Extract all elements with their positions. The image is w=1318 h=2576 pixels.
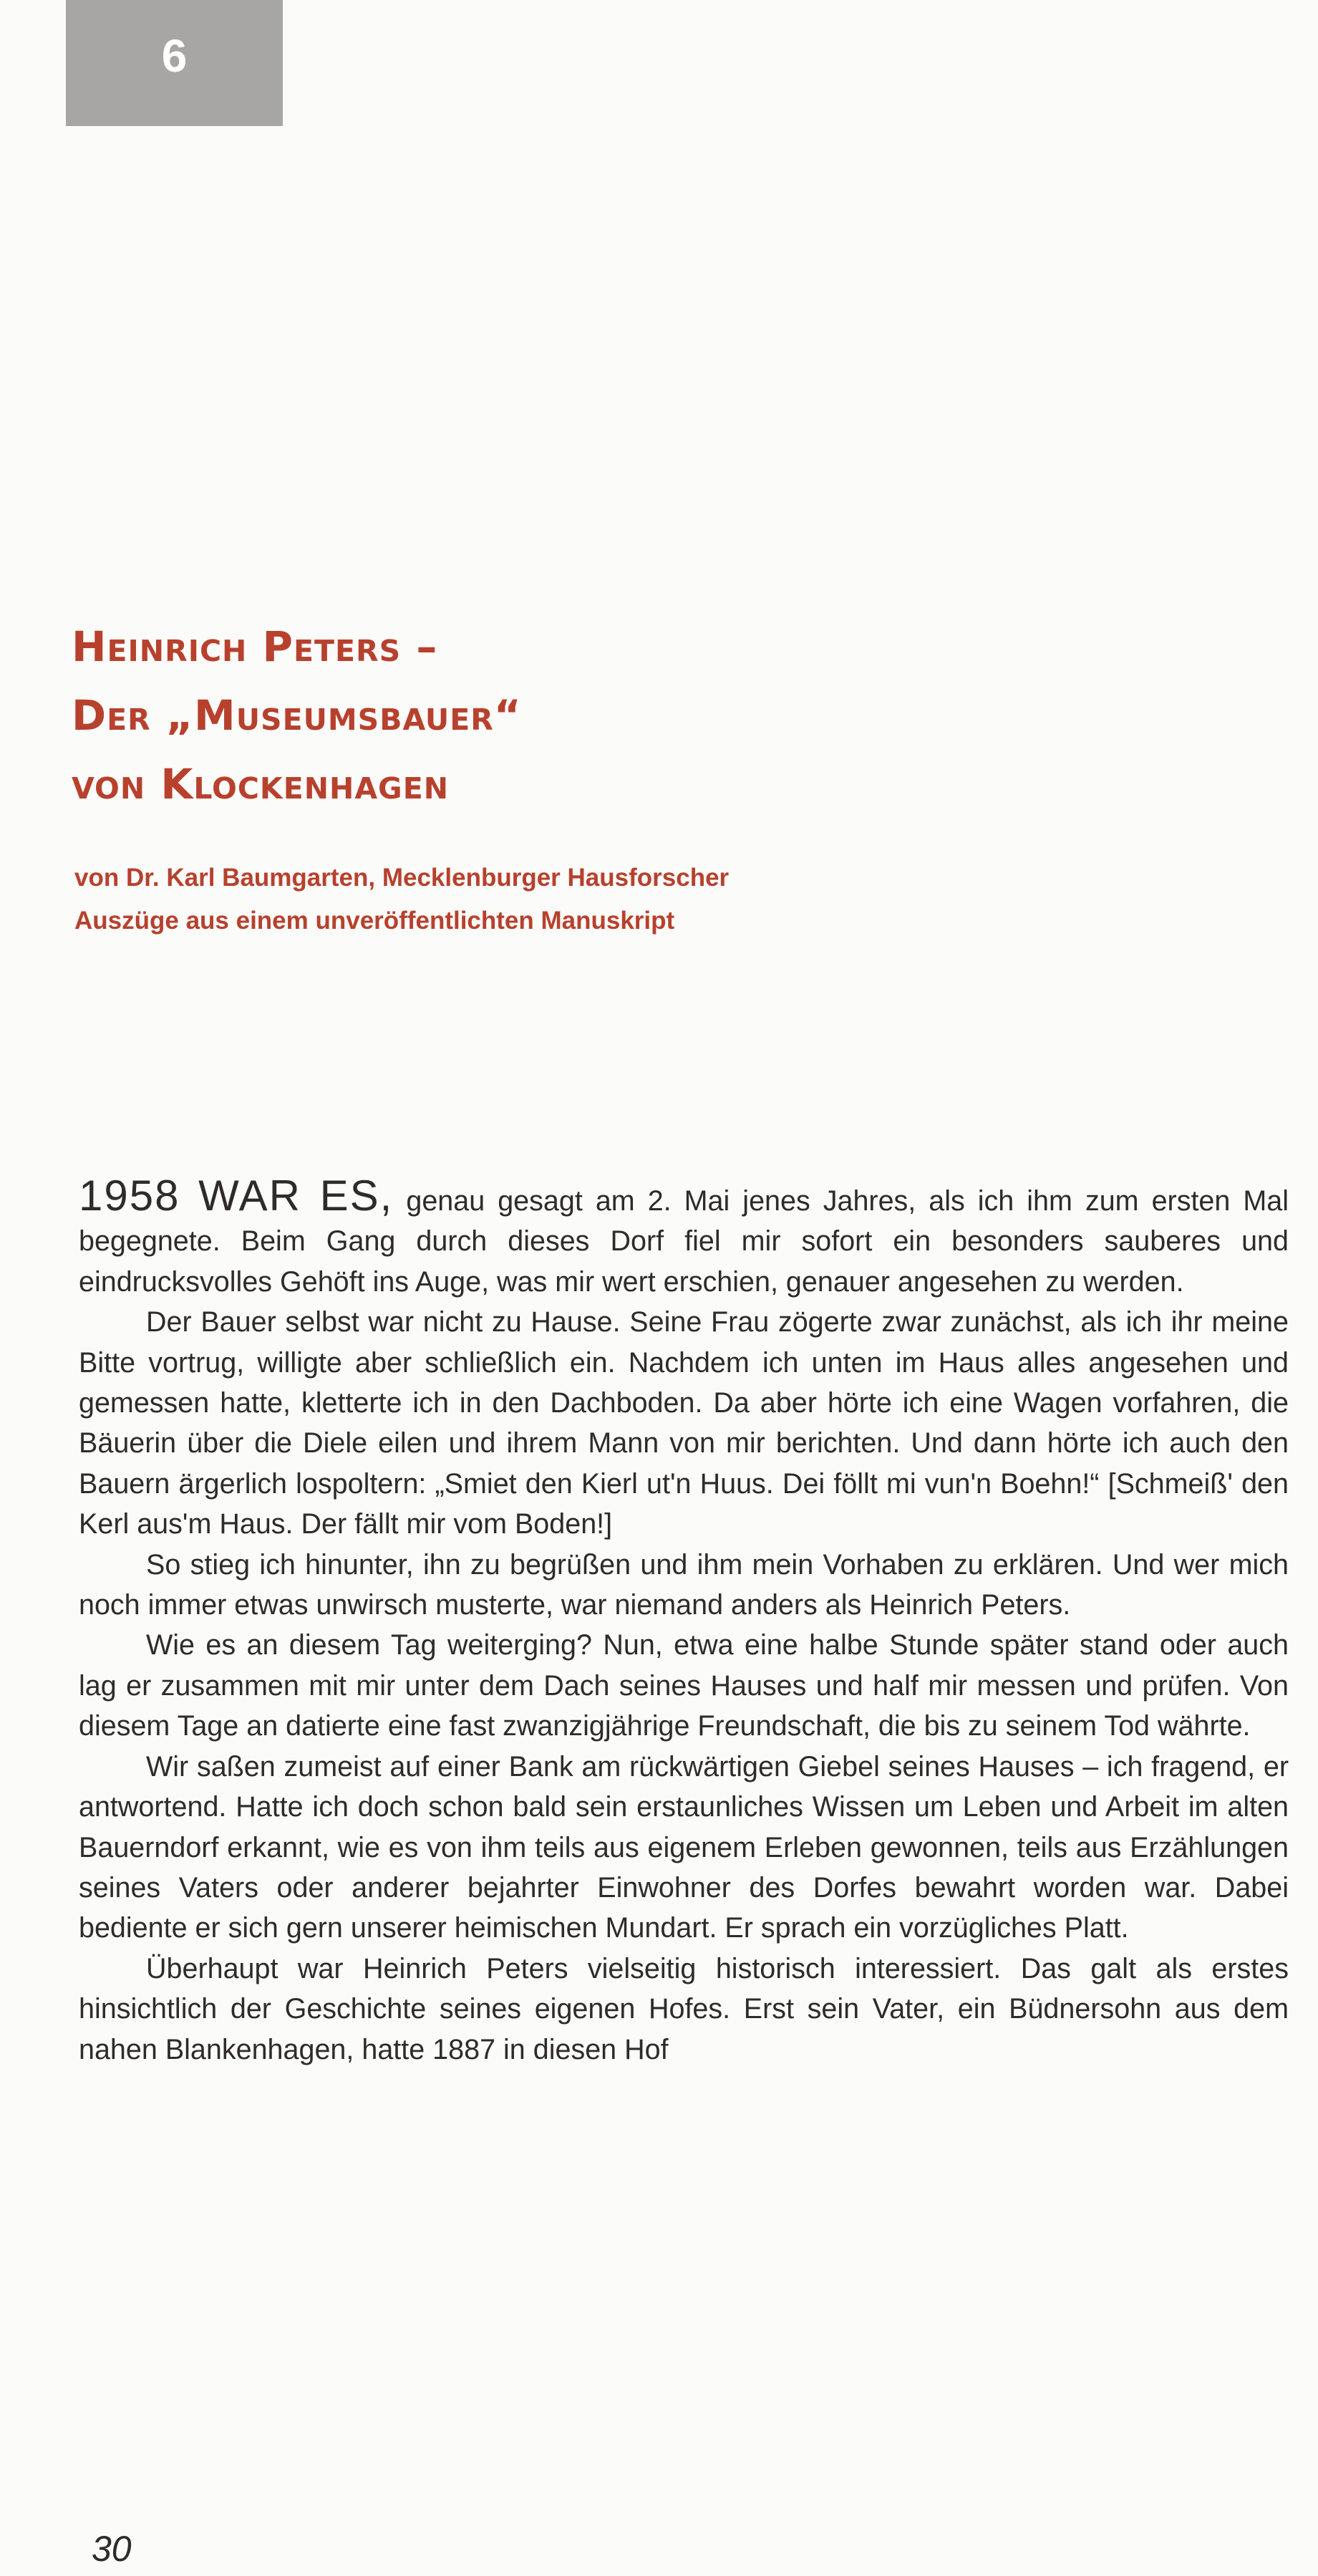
body-paragraph: Wir saßen zumeist auf einer Bank am rückwärtigen Giebel seines Hauses – ich fragend, er antwortend. Hatte ich doch schon bald sein erstaunliches Wissen um Leben und Arbeit im alten Bauerndorf erkannt, wie es von ihm teils aus eigenem Erleben gewonnen, teils aus Erzählungen seines Vaters oder anderer bejahrter Einwohner des Dorfes bewahrt worden war. Dabei bediente er sich gern unserer heimischen Mundart. Er sprach ein vorzügliches Platt. bbox=[79, 1750, 1289, 1944]
body-paragraph bbox=[79, 1172, 1289, 1302]
article-byline bbox=[74, 857, 729, 942]
article-title bbox=[72, 612, 859, 819]
source-line: Auszüge aus einem unveröffentlichten Manuskript bbox=[74, 907, 675, 935]
article-title-line-1: Heinrich Peters – bbox=[72, 622, 438, 671]
body-paragraph: So stieg ich hinunter, ihn zu begrüßen und ihm mein Vorhaben zu erklären. Und wer mich noch immer etwas unwirsch musterte, war niemand anders als Heinrich Peters. bbox=[79, 1548, 1289, 1621]
lead-in-text: 1958 WAR ES, bbox=[79, 1172, 394, 1220]
chapter-number-tab bbox=[66, 0, 283, 126]
author-line: von Dr. Karl Baumgarten, Mecklenburger Hausforscher bbox=[74, 864, 730, 892]
article-body bbox=[79, 1172, 1289, 2070]
body-paragraph: Der Bauer selbst war nicht zu Hause. Seine Frau zögerte zwar zunächst, als ich ihr meine Bitte vortrug, willigte aber schließlich ein. Nachdem ich unten im Haus alles angesehen und gemessen hatte, kletterte ich in den Dachboden. Da aber hörte ich eine Wagen vorfahren, die Bäuerin über die Diele eilen und ihrem Mann von mir berichten. Und dann hörte ich auch den Bauern ärgerlich lospoltern: „Smiet den Kierl ut'n Huus. Dei föllt mi vun'n Boehn!“ [Schmeiß' den Kerl aus'm Haus. Der fällt mir vom Boden!] bbox=[79, 1306, 1289, 1540]
page-number: 30 bbox=[92, 2529, 132, 2569]
body-paragraph-text: genau gesagt am 2. Mai jenes Jahres, als ich ihm zum ersten Mal begegnete. Beim Gang durch dieses Dorf fiel mir sofort ein besonders sauberes und eindrucksvolles Gehöft ins Auge, was mir wert erschien, genauer angesehen zu werden. bbox=[79, 1185, 1289, 1298]
chapter-number: 6 bbox=[161, 30, 188, 82]
article-title-line-3: von Klockenhagen bbox=[72, 760, 450, 809]
article-title-line-2: Der „Museumsbauer“ bbox=[72, 691, 522, 740]
body-paragraph: Überhaupt war Heinrich Peters vielseitig historisch interessiert. Das galt als erstes hinsichtlich der Geschichte seines eigenen Hofes. Erst sein Vater, ein Büdnersohn aus dem nahen Blankenhagen, hatte 1887 in diesen Hof bbox=[79, 1952, 1289, 2065]
body-paragraph: Wie es an diesem Tag weiterging? Nun, etwa eine halbe Stunde später stand oder auch lag er zusammen mit mir unter dem Dach seines Hauses und half mir messen und prüfen. Von diesem Tage an datierte eine fast zwanzigjährige Freundschaft, die bis zu seinem Tod währte. bbox=[79, 1629, 1289, 1742]
